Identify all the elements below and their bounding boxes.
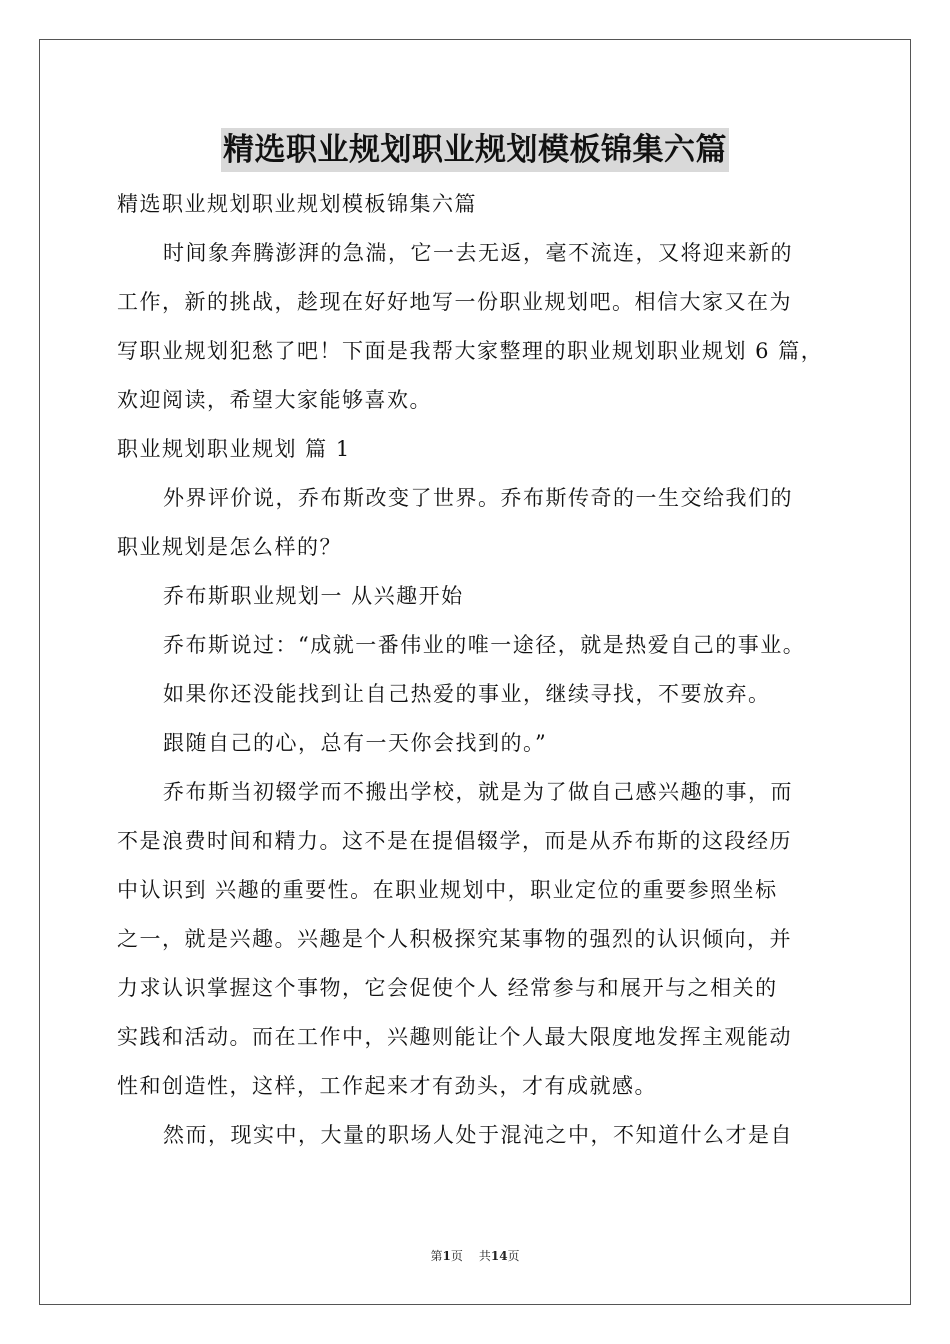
total-pages: 14 (490, 1249, 508, 1263)
page-prefix: 第 (430, 1249, 443, 1263)
body-line: 力求认识掌握这个事物，它会促使个人 经常参与和展开与之相关的 (117, 976, 778, 1000)
body-line: 精选职业规划职业规划模板锦集六篇 (117, 192, 477, 216)
body-line: 实践和活动。而在工作中，兴趣则能让个人最大限度地发挥主观能动 (117, 1025, 792, 1049)
section-heading: 职业规划职业规划 篇 1 (117, 437, 351, 461)
body-line: 乔布斯当初辍学而不搬出学校，就是为了做自己感兴趣的事，而 (163, 780, 793, 804)
body-line: 外界评价说，乔布斯改变了世界。乔布斯传奇的一生交给我们的 (163, 486, 793, 510)
body-line: 工作，新的挑战，趁现在好好地写一份职业规划吧。相信大家又在为 (117, 290, 792, 314)
quote-line: 乔布斯说过：“成就一番伟业的唯一途径，就是热爱自己的事业。 (163, 633, 806, 657)
title-wrap (0, 128, 950, 172)
page-number: 1 (442, 1249, 451, 1263)
body-line: 职业规划是怎么样的？ (117, 535, 342, 559)
body-line: 写职业规划犯愁了吧！下面是我帮大家整理的职业规划职业规划 6 篇， (117, 339, 824, 363)
body-line: 中认识到 兴趣的重要性。在职业规划中，职业定位的重要参照坐标 (117, 878, 778, 902)
body-line: 不是浪费时间和精力。这不是在提倡辍学，而是从乔布斯的这段经历 (117, 829, 792, 853)
quote-line: 跟随自己的心，总有一天你会找到的。” (163, 731, 548, 755)
body-line: 之一，就是兴趣。兴趣是个人积极探究某事物的强烈的认识倾向，并 (117, 927, 792, 951)
subheading-line: 乔布斯职业规划一 从兴趣开始 (163, 584, 464, 608)
total-prefix: 共 (478, 1249, 491, 1263)
document-body (117, 180, 837, 1160)
page-suffix: 页 (450, 1249, 463, 1263)
quote-line: 如果你还没能找到让自己热爱的事业，继续寻找，不要放弃。 (163, 682, 771, 706)
body-line: 时间象奔腾澎湃的急湍，它一去无返，毫不流连，又将迎来新的 (163, 241, 793, 265)
body-line: 然而，现实中，大量的职场人处于混沌之中，不知道什么才是自 (163, 1123, 793, 1147)
total-suffix: 页 (507, 1249, 520, 1263)
body-line: 性和创造性，这样，工作起来才有劲头，才有成就感。 (117, 1074, 657, 1098)
page-footer (0, 1247, 950, 1265)
body-line: 欢迎阅读，希望大家能够喜欢。 (117, 388, 432, 412)
document-title: 精选职业规划职业规划模板锦集六篇 (221, 128, 729, 172)
